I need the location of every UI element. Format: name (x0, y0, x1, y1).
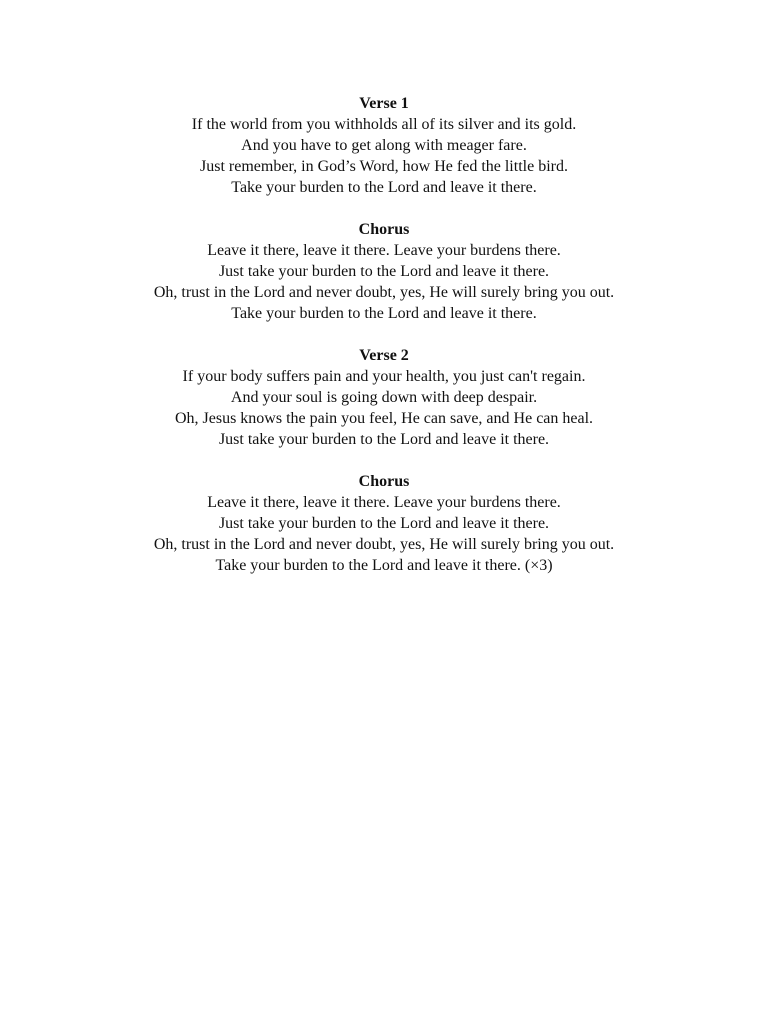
lyric-line: Leave it there, leave it there. Leave your burdens there. (207, 242, 561, 259)
lyric-line: Oh, trust in the Lord and never doubt, yes, He will surely bring you out. (153, 284, 615, 301)
lyric-line: If your body suffers pain and your health, you just can't regain. (182, 368, 586, 385)
section-heading: Chorus (358, 473, 410, 490)
lyric-line: Take your burden to the Lord and leave it there. (231, 179, 537, 196)
lyric-line: And you have to get along with meager fare. (241, 137, 527, 154)
section-heading: Verse 2 (359, 347, 409, 364)
section-heading: Verse 1 (359, 95, 409, 112)
lyric-line: And your soul is going down with deep despair. (230, 389, 538, 406)
lyric-line: Oh, Jesus knows the pain you feel, He can save, and He can heal. (174, 410, 594, 427)
lyric-line: Just remember, in God’s Word, how He fed the little bird. (200, 158, 568, 175)
lyric-line: Oh, trust in the Lord and never doubt, yes, He will surely bring you out. (153, 536, 615, 553)
lyric-line: Take your burden to the Lord and leave it there. (×3) (215, 557, 553, 574)
lyric-line: Just take your burden to the Lord and leave it there. (218, 515, 550, 532)
lyrics-document (0, 93, 768, 597)
chorus-2-section (0, 471, 768, 576)
lyric-line: Just take your burden to the Lord and leave it there. (218, 431, 550, 448)
verse-1-section (0, 93, 768, 198)
lyric-line: Just take your burden to the Lord and leave it there. (218, 263, 550, 280)
section-heading: Chorus (358, 221, 410, 238)
chorus-1-section (0, 219, 768, 324)
lyric-line: If the world from you withholds all of its silver and its gold. (191, 116, 577, 133)
verse-2-section (0, 345, 768, 450)
lyric-line: Leave it there, leave it there. Leave your burdens there. (207, 494, 561, 511)
lyric-line: Take your burden to the Lord and leave it there. (231, 305, 537, 322)
